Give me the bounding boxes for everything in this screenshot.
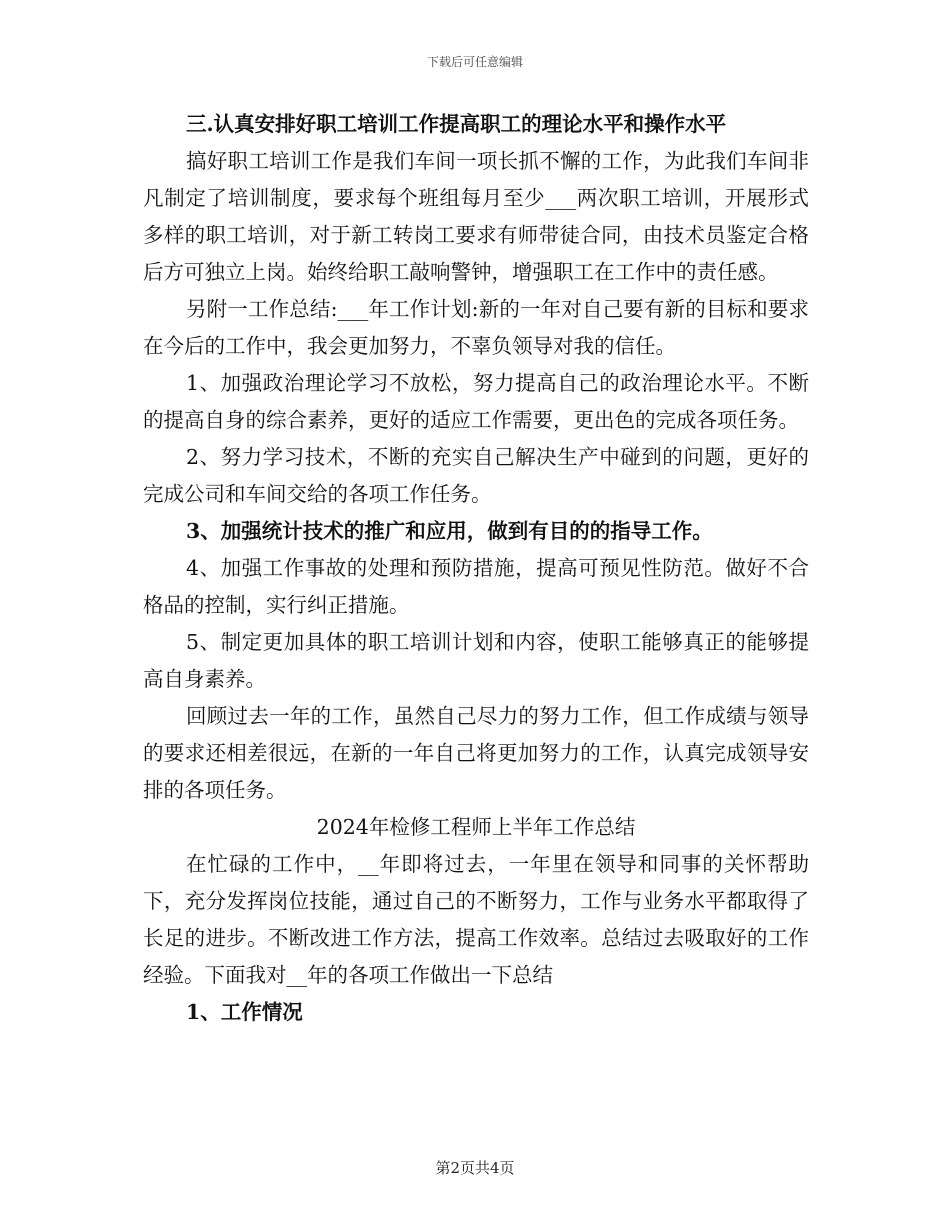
list-item: 3、加强统计技术的推广和应用，做到有目的的指导工作。 xyxy=(186,519,713,543)
paragraph: 搞好职工培训工作是我们车间一项长抓不懈的工作，为此我们车间非凡制定了培训制度，要求每个班组每月至少___两次职工培训，开展形式多样的职工培训，对于新工转岗工要求有师带徒合同，由技术员鉴定合格后方可独立上岗。始终给职工敲响警钟，增强职工在工作中的责任感。 xyxy=(143,149,809,284)
page-header-note: 下载后可任意编辑 xyxy=(426,55,523,69)
list-item: 1、加强政治理论学习不放松，努力提高自己的政治理论水平。不断的提高自身的综合素养，更好的适应工作需要，更出色的完成各项任务。 xyxy=(143,371,809,432)
document-body xyxy=(143,106,809,1031)
paragraph: 在忙碌的工作中，__年即将过去，一年里在领导和同事的关怀帮助下，充分发挥岗位技能，通过自己的不断努力，工作与业务水平都取得了长足的进步。不断改进工作方法，提高工作效率。总结过去吸取好的工作经验。下面我对__年的各项工作做出一下总结 xyxy=(143,852,809,987)
article-title: 2024年检修工程师上半年工作总结 xyxy=(316,815,636,839)
list-item: 2、努力学习技术，不断的充实自己解决生产中碰到的问题，更好的完成公司和车间交给的各项工作任务。 xyxy=(143,445,809,506)
section-heading: 三.认真安排好职工培训工作提高职工的理论水平和操作水平 xyxy=(186,112,727,136)
list-item: 4、加强工作事故的处理和预防措施，提高可预见性防范。做好不合格品的控制，实行纠正措施。 xyxy=(143,556,809,617)
subheading: 1、工作情况 xyxy=(186,1000,303,1024)
page-number: 第2页共4页 xyxy=(435,1159,515,1177)
list-item: 5、制定更加具体的职工培训计划和内容，使职工能够真正的能够提高自身素养。 xyxy=(143,630,809,691)
paragraph: 另附一工作总结:___年工作计划:新的一年对自己要有新的目标和要求在今后的工作中，我会更加努力，不辜负领导对我的信任。 xyxy=(143,297,809,358)
paragraph: 回顾过去一年的工作，虽然自己尽力的努力工作，但工作成绩与领导的要求还相差很远，在新的一年自己将更加努力的工作，认真完成领导安排的各项任务。 xyxy=(143,704,809,802)
